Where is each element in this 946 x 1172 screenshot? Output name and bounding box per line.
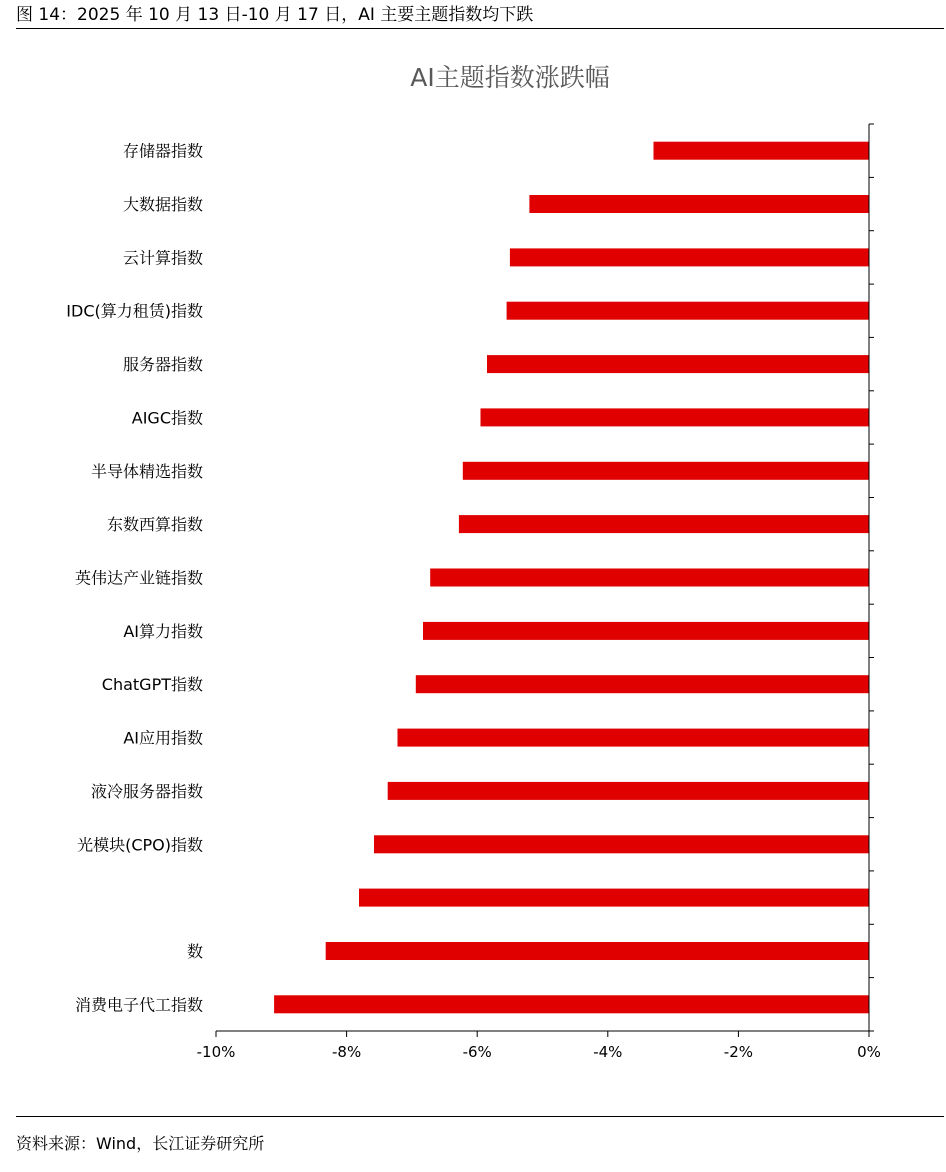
bar [459, 515, 869, 533]
category-label: 英伟达产业链指数 [74, 568, 203, 588]
bar [374, 835, 869, 853]
figure-caption: 图 14：2025 年 10 月 13 日-10 月 17 日，AI 主要主题指数均下跌 [16, 5, 534, 25]
category-label: 东数西算指数 [106, 515, 203, 535]
x-tick-label: -8% [331, 1043, 362, 1061]
category-label: 存储器指数 [122, 141, 203, 161]
bar [507, 302, 869, 320]
bar [487, 355, 869, 373]
category-label: 数 [186, 942, 203, 961]
category-label: 液冷服务器指数 [90, 781, 203, 801]
category-label: 服务器指数 [122, 355, 203, 375]
bar [654, 142, 870, 160]
bar [463, 462, 869, 480]
source-note: 资料来源：Wind，长江证券研究所 [16, 1134, 265, 1153]
bar [398, 729, 870, 747]
bar [510, 248, 869, 266]
bars-group [274, 142, 869, 1014]
bar [423, 622, 869, 640]
category-label: AI应用指数 [123, 728, 203, 748]
category-label: ChatGPT指数 [101, 675, 203, 695]
bar [430, 569, 869, 587]
category-label: IDC(算力租赁)指数 [66, 301, 203, 321]
x-tick-label: -10% [196, 1043, 236, 1061]
x-tick-label: 0% [857, 1043, 881, 1061]
bottom-divider [16, 1116, 944, 1117]
bar [326, 942, 869, 960]
category-label: 半导体精选指数 [90, 461, 203, 481]
category-label: 消费电子代工指数 [74, 995, 203, 1015]
x-tick-label: -6% [462, 1043, 492, 1061]
x-tick-label: -2% [723, 1043, 754, 1061]
category-label: AI算力指数 [123, 621, 203, 641]
category-label: 光模块(CPO)指数 [77, 835, 203, 855]
bar [529, 195, 869, 213]
bar [388, 782, 869, 800]
category-label: AIGC指数 [131, 408, 203, 428]
x-tick-labels [197, 1043, 881, 1061]
bar [481, 408, 870, 426]
category-label: 云计算指数 [122, 248, 203, 268]
category-labels [66, 142, 203, 1015]
x-tick-label: -4% [593, 1043, 623, 1061]
chart-title: AI主题指数涨跌幅 [410, 63, 610, 92]
category-label: 大数据指数 [122, 195, 203, 214]
bar [274, 995, 869, 1013]
bar [416, 675, 869, 693]
bar [359, 889, 869, 907]
